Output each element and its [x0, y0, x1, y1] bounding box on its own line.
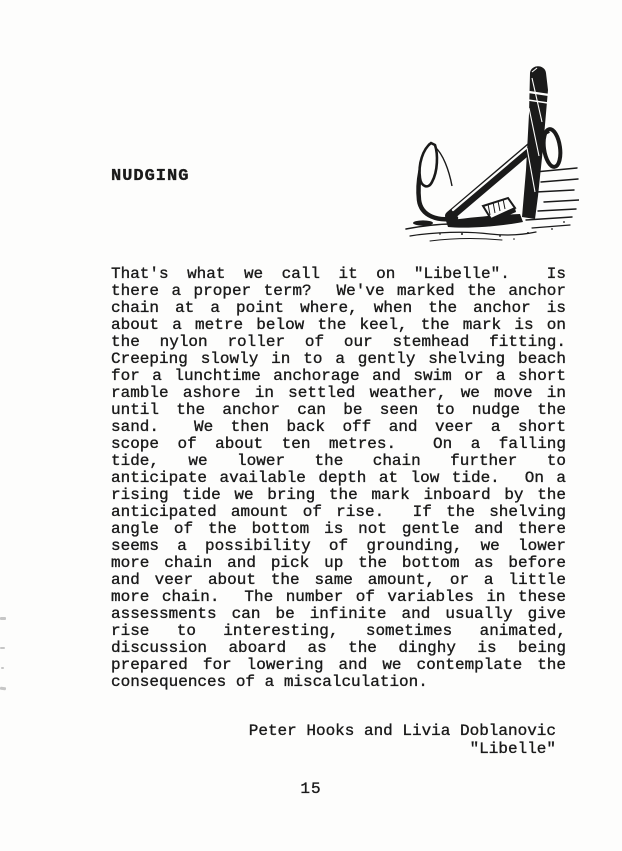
body-line: sand. We then back off and veer a short: [111, 419, 566, 436]
signature-boat: "Libelle": [469, 740, 556, 758]
body-line: seems a possibility of grounding, we lower: [111, 538, 566, 555]
scan-artifact: [1, 667, 4, 669]
body-line: That's what we call it on "Libelle". Is: [111, 266, 566, 283]
body-line: more chain and pick up the bottom as before: [111, 555, 566, 572]
body-line: anticipate available depth at low tide. On a: [111, 470, 566, 487]
body-line: discussion aboard as the dinghy is being: [111, 640, 566, 657]
signature-authors: Peter Hooks and Livia Doblanovic: [248, 722, 556, 740]
scan-artifact: [0, 617, 6, 620]
anchor-icon: [404, 52, 579, 242]
body-line: and veer about the same amount, or a little: [111, 572, 566, 589]
body-line: rise to interesting, sometimes animated,: [111, 623, 566, 640]
page-number: 15: [300, 780, 322, 798]
scan-artifact: [0, 687, 6, 691]
signature-block: [111, 722, 556, 758]
body-line: rising tide we bring the mark inboard by the: [111, 487, 566, 504]
body-line: the nylon roller of our stemhead fitting.: [111, 334, 566, 351]
body-line: until the anchor can be seen to nudge the: [111, 402, 566, 419]
body-line: anticipated amount of rise. If the shelving: [111, 504, 566, 521]
scan-artifact: [0, 647, 5, 649]
body-line: for a lunchtime anchorage and swim or a short: [111, 368, 566, 385]
body-line: angle of the bottom is not gentle and there: [111, 521, 566, 538]
body-line: consequences of a miscalculation.: [111, 674, 428, 691]
body-line: ramble ashore in settled weather, we move in: [111, 385, 566, 402]
body-line: tide, we lower the chain further to: [111, 453, 566, 470]
body-line: more chain. The number of variables in these: [111, 589, 566, 606]
body-line: assessments can be infinite and usually give: [111, 606, 566, 623]
page-title: NUDGING: [111, 167, 190, 186]
body-line: about a metre below the keel, the mark is on: [111, 317, 566, 334]
body-line: scope of about ten metres. On a falling: [111, 436, 566, 453]
body-line: there a proper term? We've marked the anchor: [111, 283, 566, 300]
body-line: chain at a point where, when the anchor is: [111, 300, 566, 317]
body-text: [111, 266, 566, 691]
body-line: prepared for lowering and we contemplate the: [111, 657, 566, 674]
anchor-illustration: [404, 52, 579, 242]
body-line: Creeping slowly in to a gently shelving beach: [111, 351, 566, 368]
